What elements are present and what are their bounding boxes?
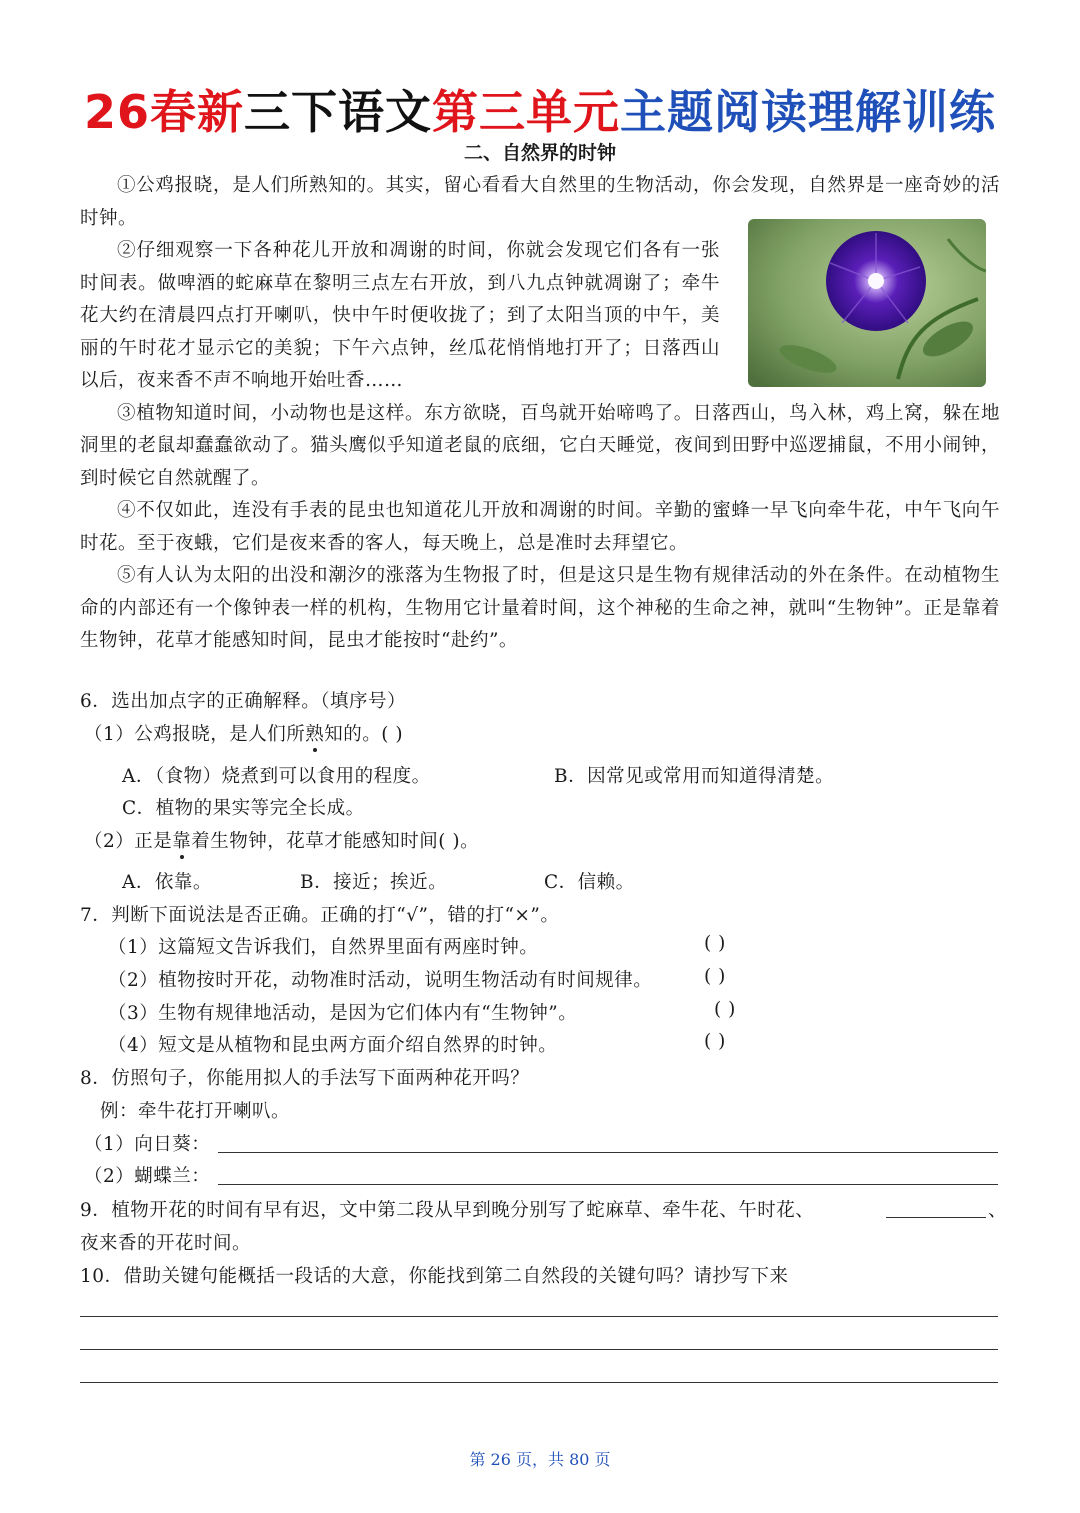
- paragraph-3: ③植物知道时间，小动物也是这样。东方欲晓，百鸟就开始啼鸣了。日落西山，鸟入林，鸡上窝，躲在地洞里的老鼠却蠢蠢欲动了。猫头鹰似乎知道老鼠的底细，它白天睡觉，夜间到田野中巡逻捕鼠，不用小闹钟，到时候它自然就醒了。: [80, 402, 1000, 489]
- option-c: C．信赖。: [544, 872, 635, 893]
- question-6-item-1: [84, 720, 403, 746]
- option-b: B．因常见或常用而知道得清楚。: [554, 766, 835, 787]
- orchid-label: （2）蝴蝶兰：: [84, 1166, 211, 1187]
- judgment-item-2: （2）植物按时开花，动物准时活动，说明生物活动有时间规律。: [108, 970, 653, 991]
- answer-bracket[interactable]: ( ): [704, 1031, 726, 1052]
- page-number: 第 26 页，共 80 页: [469, 1450, 611, 1469]
- orchid-answer-line[interactable]: [218, 1184, 998, 1185]
- judgment-item-1: （1）这篇短文告诉我们，自然界里面有两座时钟。: [108, 937, 539, 958]
- question-8-stem: 8．仿照句子，你能用拟人的手法写下面两种花开吗？: [80, 1068, 530, 1089]
- option-b: B．接近；挨近。: [300, 872, 448, 893]
- paragraph-5: ⑤有人认为太阳的出没和潮汐的涨落为生物报了时，但是这只是生物有规律活动的外在条件。在动植物生命的内部还有一个像钟表一样的机构，生物用它计量着时间，这个神秘的生命之神，就叫“生物钟”。正是靠着生物钟，花草才能感知时间，昆虫才能按时“赴约”。: [80, 565, 1000, 651]
- option-c: C．植物的果实等完全长成。: [122, 798, 365, 819]
- sunflower-answer-line[interactable]: [218, 1152, 998, 1153]
- q6-s2-post[interactable]: 着生物钟，花草才能感知时间( )。: [191, 831, 480, 852]
- dotted-character: 靠: [172, 827, 191, 853]
- paragraph-4: ④不仅如此，连没有手表的昆虫也知道花儿开放和凋谢的时间。辛勤的蜜蜂一早飞向牵牛花，中午飞向午时花。至于夜蛾，它们是夜来香的客人，每天晚上，总是准时去拜望它。: [80, 500, 1000, 554]
- question-9-line-2: 夜来香的开花时间。: [80, 1233, 252, 1254]
- answer-line-3[interactable]: [80, 1382, 998, 1383]
- q6-s2-pre: （2）正是: [84, 831, 173, 852]
- question-7-stem: 7．判断下面说法是否正确。正确的打“√”，错的打“×”。: [80, 905, 560, 926]
- answer-line-1[interactable]: [80, 1316, 998, 1317]
- question-9-comma: 、: [988, 1200, 1008, 1221]
- title-part-unit: 第三单元: [432, 85, 620, 139]
- answer-line-2[interactable]: [80, 1349, 998, 1350]
- option-a: A．（食物）烧煮到可以食用的程度。: [122, 766, 431, 787]
- judgment-item-3: （3）生物有规律地活动，是因为它们体内有“生物钟”。: [108, 1003, 578, 1024]
- section-subtitle: 二、自然界的时钟: [463, 142, 616, 164]
- document-title: [0, 76, 1080, 142]
- question-9-line-1: 9．植物开花的时间有早有迟，文中第二段从早到晚分别写了蛇麻草、牵牛花、午时花、: [80, 1200, 815, 1221]
- title-part-year: 26春新: [83, 85, 244, 139]
- judgment-item-4: （4）短文是从植物和昆虫两方面介绍自然界的时钟。: [108, 1035, 558, 1056]
- answer-bracket[interactable]: ( ): [704, 966, 726, 987]
- paragraph-1: ①公鸡报晓，是人们所熟知的。其实，留心看看大自然里的生物活动，你会发现，自然界是一座奇妙的活时钟。: [80, 175, 1000, 229]
- answer-bracket[interactable]: ( ): [704, 933, 726, 954]
- answer-bracket[interactable]: ( ): [714, 999, 736, 1020]
- q6-s1-pre: （1）公鸡报晓，是人们所: [84, 724, 306, 745]
- title-part-grade: 三下语文: [244, 85, 432, 139]
- dotted-character: 熟: [305, 720, 324, 746]
- sunflower-label: （1）向日葵：: [84, 1134, 211, 1155]
- example-sentence: 例：牵牛花打开喇叭。: [100, 1101, 291, 1122]
- question-6-item-2: [84, 827, 479, 853]
- reading-passage: [80, 170, 1000, 658]
- question-9-blank[interactable]: [886, 1217, 986, 1218]
- question-10-stem: 10．借助关键句能概括一段话的大意，你能找到第二自然段的关键句吗？请抄写下来: [80, 1266, 789, 1287]
- question-6-stem: 6．选出加点字的正确解释。（填序号）: [80, 691, 407, 712]
- title-part-topic: 主题阅读理解训练: [620, 85, 996, 139]
- q6-s1-post[interactable]: 知的。( ): [324, 724, 404, 745]
- option-a: A．依靠。: [122, 872, 212, 893]
- paragraph-2: ②仔细观察一下各种花儿开放和凋谢的时间，你就会发现它们各有一张时间表。做啤酒的蛇麻草在黎明三点左右开放，到八九点钟就凋谢了；牵牛花大约在清晨四点打开喇叭，快中午时便收拢了；到了太阳当顶的中午，美丽的午时花才显示它的美貌；下午六点钟，丝瓜花悄悄地打开了；日落西山以后，夜来香不声不响地开始吐香……: [80, 240, 720, 391]
